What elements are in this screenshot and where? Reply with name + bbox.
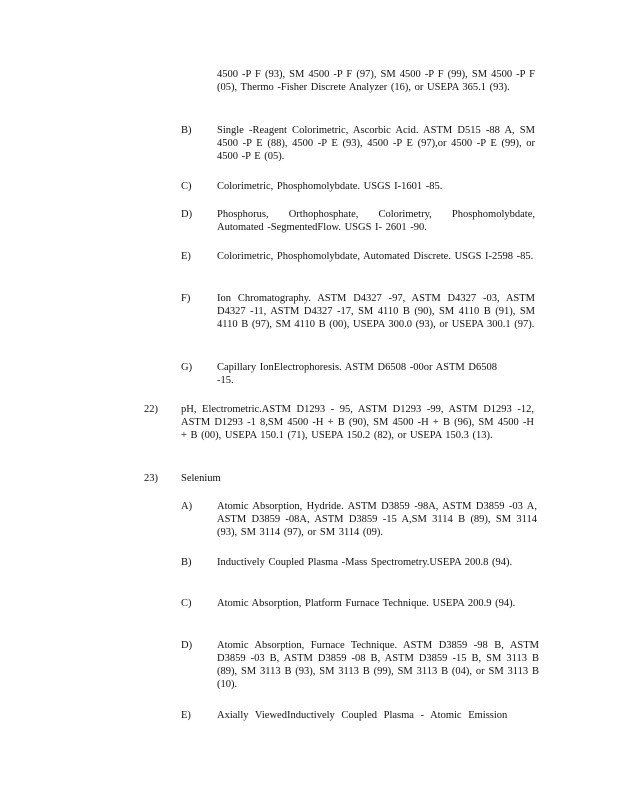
item-label: D) [181,209,193,220]
item-text: Atomic Absorption, Furnace Technique. ASTM D3859 -98 B, ASTM D3859 -03 B, ASTM D3859 -08 B, ASTM D3859 -15 B, SM 3113 B (89), SM 3113 B (93), SM 3113 B (99), SM 3113 B (04), or SM 3113 B (10). [217,640,539,690]
item-text: Colorimetric, Phosphomolybdate. USGS I-1601 -85. [217,181,443,192]
item-number: 22) [144,404,158,415]
item-text: Axially ViewedInductively Coupled Plasma - Atomic Emission [217,710,508,721]
item-label: D) [181,640,193,651]
item-label: F) [181,293,191,304]
item-label: A) [181,501,193,512]
item-label: C) [181,181,192,192]
item-label: E) [181,251,191,262]
item-text: Ion Chromatography. ASTM D4327 -97, ASTM D4327 -03, ASTM D4327 -11, ASTM D4327 -17, SM 4110 B (90), SM 4110 B (91), SM 4110 B (97), SM 4110 B (00), USEPA 300.0 (93), or USEPA 300.1 (97). [217,293,535,330]
item-text: 4500 -P F (93), SM 4500 -P F (97), SM 4500 -P F (99), SM 4500 -P F (05), Thermo -Fisher Discrete Analyzer (16), or USEPA 365.1 (93). [217,69,535,93]
item-label: E) [181,710,191,721]
section-heading: Selenium [181,473,221,484]
item-number: 23) [144,473,158,484]
item-text: Inductively Coupled Plasma -Mass Spectrometry.USEPA 200.8 (94). [217,557,513,568]
item-text: Colorimetric, Phosphomolybdate, Automated Discrete. USGS I-2598 -85. [217,251,534,262]
item-text: Atomic Absorption, Platform Furnace Technique. USEPA 200.9 (94). [217,598,516,609]
item-label: B) [181,125,192,136]
item-text: Capillary IonElectrophoresis. ASTM D6508 -00or ASTM D6508 -15. [217,362,497,386]
item-label: C) [181,598,192,609]
item-text: Atomic Absorption, Hydride. ASTM D3859 -98A, ASTM D3859 -03 A, ASTM D3859 -08A, ASTM D3859 -15 A,SM 3114 B (89), SM 3114 (93), SM 3114 (97), or SM 3114 (09). [217,501,537,538]
item-label: G) [181,362,193,373]
item-text: Phosphorus, Orthophosphate, Colorimetry, Phosphomolybdate, Automated -SegmentedFlow. USGS I- 2601 -90. [217,209,535,233]
item-text: Single -Reagent Colorimetric, Ascorbic Acid. ASTM D515 -88 A, SM 4500 -P E (88), 4500 -P E (93), 4500 -P E (97),or 4500 -P E (99), or 4500 -P E (05). [217,125,535,162]
item-text: pH, Electrometric.ASTM D1293 - 95, ASTM D1293 -99, ASTM D1293 -12, ASTM D1293 -1 8,SM 4500 -H + B (90), SM 4500 -H + B (96), SM 4500 -H + B (00), USEPA 150.1 (71), USEPA 150.2 (82), or USEPA 150.3 (13). [181,404,534,441]
item-label: B) [181,557,192,568]
